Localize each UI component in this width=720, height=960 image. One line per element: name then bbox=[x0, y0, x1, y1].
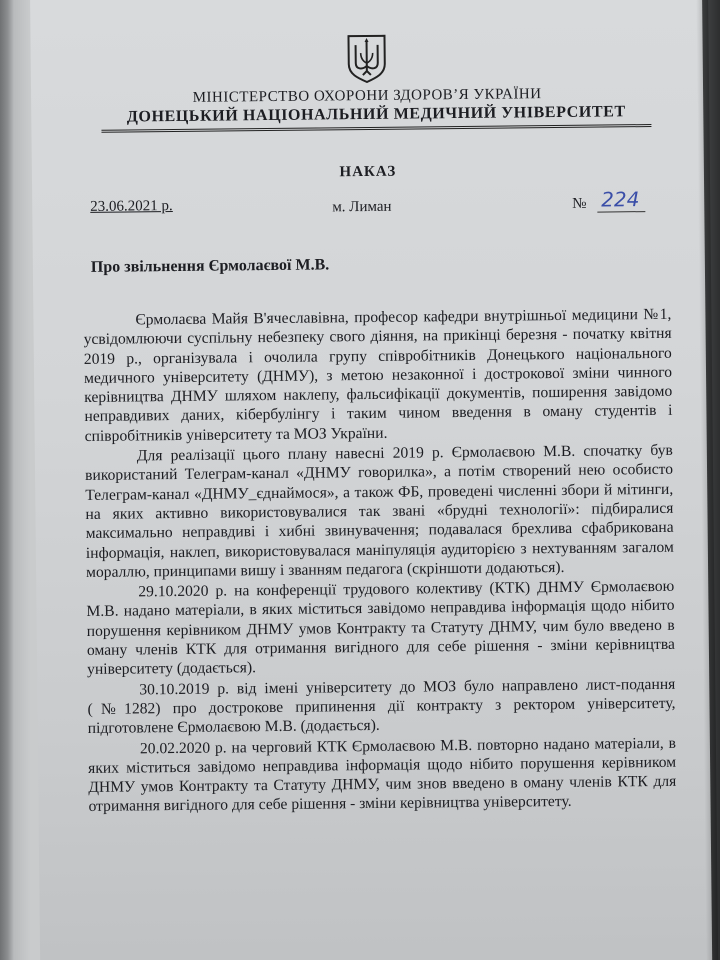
university-name: ДОНЕЦЬКИЙ НАЦІОНАЛЬНИЙ МЕДИЧНИЙ УНІВЕРСИТЕТ bbox=[101, 103, 651, 133]
order-subject: Про звільнення Єрмолаєвої М.В. bbox=[90, 256, 330, 276]
ministry-name: МІНІСТЕРСТВО ОХОРОНИ ЗДОРОВ’Я УКРАЇНИ bbox=[192, 86, 542, 106]
order-date: 23.06.2021 р. bbox=[90, 198, 173, 215]
trident-coat-of-arms-icon bbox=[345, 33, 388, 83]
order-number-label: № bbox=[572, 195, 587, 212]
order-city: м. Лиман bbox=[332, 198, 392, 216]
paragraph: Єрмолаєва Майя В'ячеславівна, професор кафедри внутрішньої медицини №1, усвідомлюючи суспільну небезпеку свого діяння, на прикінці березня - початку квітня 2019 р., організувала і очолила групу співробітників Донецького національного медичного університету (ДНМУ), з метою незаконної і дострокової зміни чинного керівництва ДНМУ шляхом наклепу, фальсифікації документів, поширення завідомо неправдивих даних, кібербулінгу і таким чином введення в оману студентів і співробітників університету та МОЗ України. bbox=[83, 305, 673, 445]
paragraph: 30.10.2019 р. від імені університету до МОЗ було направлено лист-подання (№1282) про дострокове припинення дії контракту з ректором університету, підготовлене Єрмолаєвою М.В. (додається). bbox=[87, 675, 676, 738]
order-page bbox=[30, 0, 712, 960]
paragraph: Для реалізації цього плану навесні 2019 р. Єрмолаєвою М.В. спочатку був використаний Телеграм-канал «ДНМУ говорилка», а потім створений нею особисто Телеграм-канал «ДНМУ_єднаймося», а також ФБ, проведені численні збори й мітинги, на яких активно використовувалися так звані «брудні технології»: підбиралися максимально неправдиві і хибні звинувачення; подавалася брехлива сфабрикована інформація, наклеп, використовувалася маніпуляція аудиторією з нехтуванням загалом мораллю, принципами вишу і званням педагога (скріншоти додаються). bbox=[84, 441, 674, 581]
order-title: НАКАЗ bbox=[339, 163, 397, 181]
paragraph: 29.10.2020 р. на конференції трудового колективу (КТК) ДНМУ Єрмолаєвою М.В. надано матеріали, в яких міститься завідомо неправдива інформація щодо нібито порушення керівником ДНМУ умов Контракту та Статуту ДНМУ, чим було введено в оману членів КТК для отримання вигідного для себе рішення - зміни керівництва університету (додається). bbox=[86, 577, 675, 679]
order-body bbox=[83, 305, 676, 817]
order-number-handwritten: 224 bbox=[597, 187, 645, 213]
paragraph: 20.02.2020 р. на черговий КТК Єрмолаєвою М.В. повторно надано матеріали, в яких міститься завідомо неправдива інформація щодо нібито порушення керівником ДНМУ умов Контракту та Статуту ДНМУ, чим знов введено в оману членів КТК для отримання вигідного для себе рішення - зміни керівництва університету. bbox=[88, 734, 677, 816]
